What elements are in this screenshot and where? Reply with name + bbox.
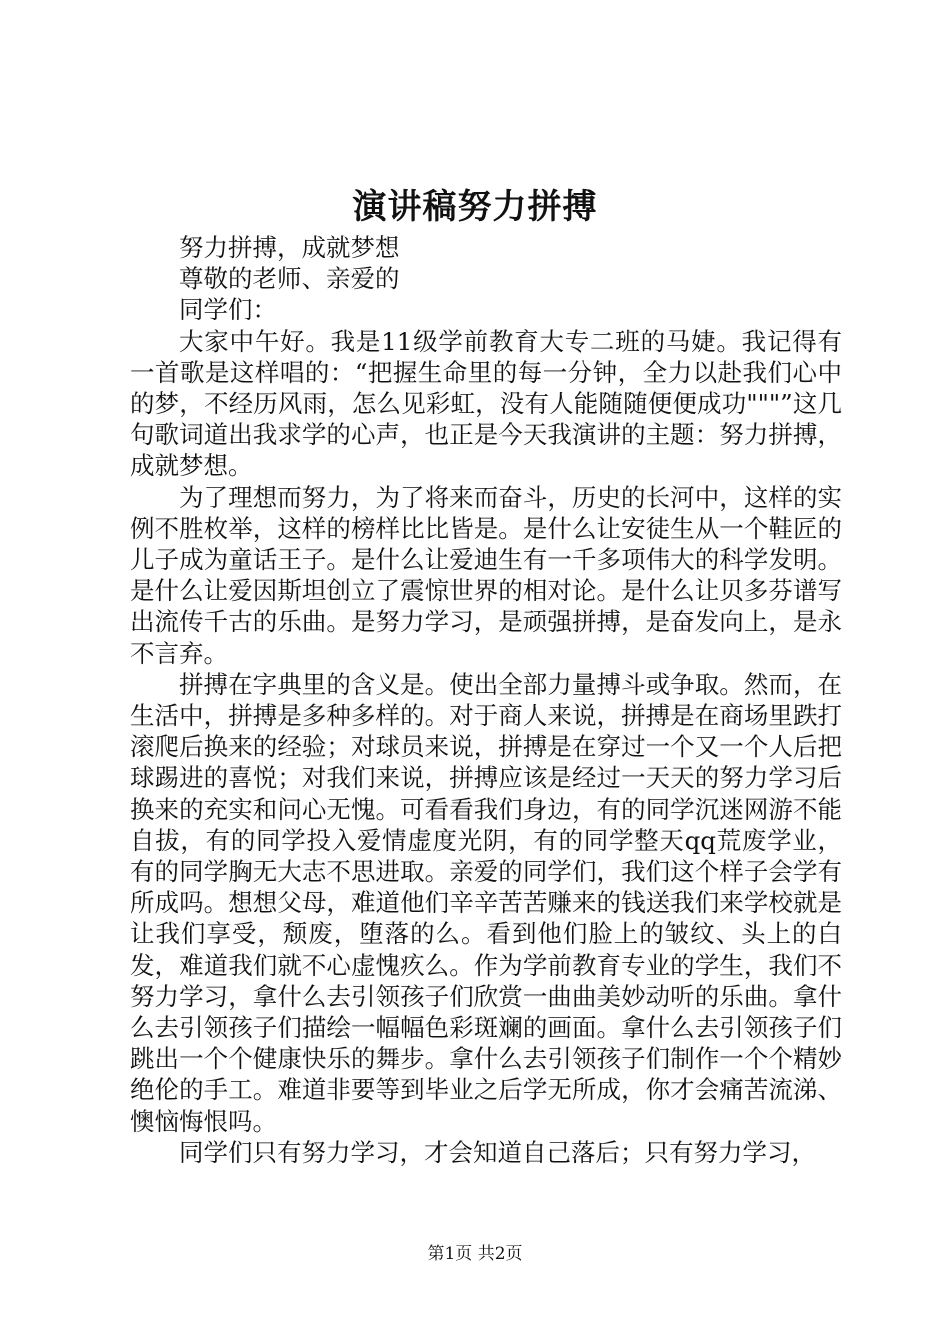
body-paragraph: 为了理想而努力，为了将来而奋斗，历史的长河中，这样的实例不胜枚举，这样的榜样比比皆是。是什么让安徒生从一个鞋匠的儿子成为童话王子。是什么让爱迪生有一千多项伟大的科学发明。是什么让爱因斯坦创立了震惊世界的相对论。是什么让贝多芬谱写出流传千古的乐曲。是努力学习，是顽强拼搏，是奋发向上，是永不言弃。 — [130, 482, 842, 668]
document-body — [130, 232, 842, 1168]
subtitle-line: 努力拼搏，成就梦想 — [179, 233, 400, 262]
salutation-line-2: 同学们： — [179, 295, 277, 325]
page-footer: 第1页 共2页 — [427, 1244, 523, 1264]
salutation-line: 尊敬的老师、亲爱的 — [179, 264, 400, 294]
body-paragraph: 拼搏在字典里的含义是。使出全部力量搏斗或争取。然而，在生活中，拼搏是多种多样的。对于商人来说，拼搏是在商场里跌打滚爬后换来的经验；对球员来说，拼搏是在穿过一个又一个人后把球踢进的喜悦；对我们来说，拼搏应该是经过一天天的努力学习后换来的充实和问心无愧。可看看我们身边，有的同学沉迷网游不能自拔，有的同学投入爱情虚度光阴，有的同学整天qq荒废学业，有的同学胸无大志不思进取。亲爱的同学们，我们这个样子会学有所成吗。想想父母，难道他们辛辛苦苦赚来的钱送我们来学校就是让我们享受，颓废，堕落的么。看到他们脸上的皱纹、头上的白发，难道我们就不心虚愧疚么。作为学前教育专业的学生，我们不努力学习，拿什么去引领孩子们欣赏一曲曲美妙动听的乐曲。拿什么去引领孩子们描绘一幅幅色彩斑斓的画面。拿什么去引领孩子们跳出一个个健康快乐的舞步。拿什么去引领孩子们制作一个个精妙绝伦的手工。难道非要等到毕业之后学无所成，你才会痛苦流涕、懊恼悔恨吗。 — [130, 669, 842, 1136]
document-title: 演讲稿努力拼搏 — [352, 187, 598, 227]
body-paragraph: 大家中午好。我是11级学前教育大专二班的马婕。我记得有一首歌是这样唱的：“把握生命里的每一分钟，全力以赴我们心中的梦，不经历风雨，怎么见彩虹，没有人能随随便便成功"""”这几句歌词道出我求学的心声，也正是今天我演讲的主题：努力拼搏，成就梦想。 — [130, 326, 842, 481]
body-paragraph: 同学们只有努力学习，才会知道自己落后；只有努力学习， — [179, 1137, 816, 1167]
